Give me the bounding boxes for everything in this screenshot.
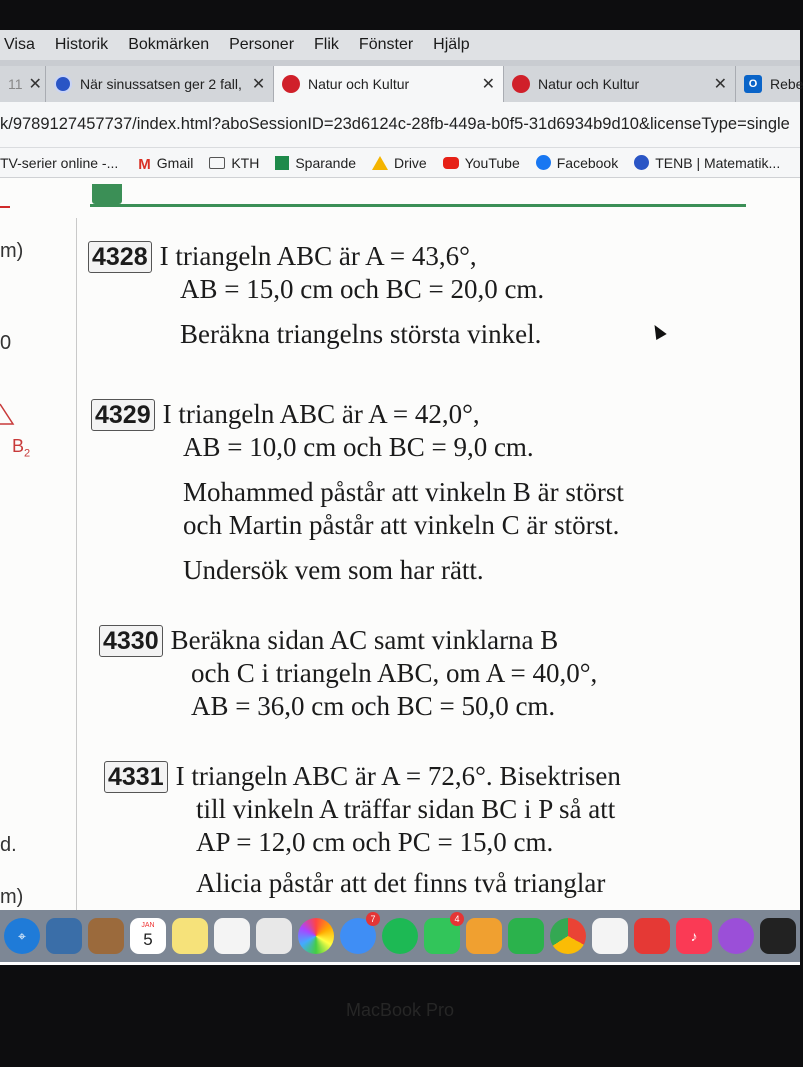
drive-icon (372, 156, 388, 170)
sparande-icon (275, 156, 289, 170)
problem-text: AB = 10,0 cm och BC = 9,0 cm. (183, 432, 534, 462)
preview-icon[interactable] (46, 918, 82, 954)
problem-text: AP = 12,0 cm och PC = 15,0 cm. (196, 827, 554, 857)
bookmark-drive[interactable] (372, 155, 427, 171)
calendar-day: 5 (143, 930, 153, 949)
problem-number: 4329 (91, 399, 155, 431)
tv-icon[interactable] (760, 918, 796, 954)
bookmark-youtube[interactable] (443, 155, 520, 171)
mouse-cursor-icon (649, 322, 666, 340)
spotify-icon[interactable] (382, 918, 418, 954)
problem-number: 4331 (104, 761, 168, 793)
gmail-icon: M (138, 155, 151, 173)
reminders-icon[interactable] (214, 918, 250, 954)
tab-title: Rebe (770, 76, 803, 92)
dock (0, 910, 800, 962)
podcasts-icon[interactable] (718, 918, 754, 954)
margin-text: m) (0, 240, 24, 262)
site-logo-icon (54, 75, 72, 93)
problem-number: 4328 (88, 241, 152, 273)
calendar-month: JAN (141, 922, 155, 929)
problem-question: Undersök vem som har rätt. (183, 555, 484, 585)
margin-text: 0 (0, 332, 12, 354)
notes-icon[interactable] (172, 918, 208, 954)
problem-text: AB = 36,0 cm och BC = 50,0 cm. (191, 691, 556, 721)
problem-text: och C i triangeln ABC, om A = 40,0°, (191, 658, 598, 688)
youtube-icon (443, 157, 459, 169)
close-icon[interactable]: ✕ (713, 76, 727, 93)
kth-icon (634, 155, 649, 170)
bookmark-sparande[interactable] (275, 155, 356, 171)
margin-text: m) (0, 886, 24, 908)
chrome-icon[interactable] (550, 918, 586, 954)
bookmarks-bar (0, 148, 800, 178)
red-marker (0, 206, 10, 208)
safari-icon[interactable]: ⌖ (4, 918, 40, 954)
notification-badge: 7 (366, 912, 380, 926)
messages-icon[interactable] (340, 914, 376, 954)
close-icon[interactable]: ✕ (251, 76, 266, 93)
keynote-icon[interactable] (592, 918, 628, 954)
url-text: k/9789127457737/index.html?aboSessionID=23d6124c-28fb-449a-b0f5-31d6934b9d10&licenseType=single (0, 115, 790, 133)
pages-icon[interactable] (466, 918, 502, 954)
problem-text: I triangeln ABC är A = 43,6°, (159, 241, 477, 271)
bookmark-gmail[interactable] (138, 155, 193, 171)
calendar-icon[interactable] (130, 918, 166, 954)
chapter-divider (90, 204, 746, 207)
problem-text: AB = 15,0 cm och BC = 20,0 cm. (180, 274, 545, 304)
natur-och-kultur-icon (282, 75, 300, 93)
problem-question: och Martin påstår att vinkeln C är störst. (183, 510, 620, 540)
bookmark-label: Drive (394, 154, 427, 171)
menu-flik[interactable]: Flik (314, 36, 339, 53)
problem-number: 4330 (99, 625, 163, 657)
margin-text: d. (0, 834, 17, 856)
book-page (0, 178, 800, 910)
problem-question: Mohammed påstår att vinkeln B är störst (183, 477, 624, 507)
bookmark-facebook[interactable] (536, 155, 618, 171)
problem-text: till vinkeln A träffar sidan BC i P så att (196, 794, 616, 824)
notification-badge: 4 (450, 912, 464, 926)
close-icon[interactable]: ✕ (28, 76, 42, 93)
tab-strip (0, 60, 803, 102)
margin-b: B (12, 436, 25, 456)
bookmark-label: YouTube (464, 154, 520, 171)
menu-bar (0, 30, 800, 60)
menu-bokmarken[interactable]: Bokmärken (128, 36, 210, 53)
bookmark-label: Facebook (556, 154, 619, 171)
close-icon[interactable]: ✕ (481, 76, 495, 93)
bookmark-label: TV-serier online -... (0, 154, 119, 171)
column-rule (76, 218, 77, 918)
problem-question: Beräkna triangelns största vinkel. (180, 319, 542, 349)
menu-historik[interactable]: Historik (54, 36, 109, 53)
tab-title: 11 (8, 76, 23, 92)
problem-text: I triangeln ABC är A = 42,0°, (162, 399, 480, 429)
menu-personer[interactable]: Personer (229, 36, 295, 53)
problem-text: Beräkna sidan AC samt vinklarna B (170, 625, 559, 655)
problem-4331 (104, 760, 621, 900)
tab-4[interactable] (736, 66, 803, 102)
photos-icon[interactable] (298, 918, 334, 954)
problem-4330 (99, 624, 597, 723)
contacts-icon[interactable] (88, 918, 124, 954)
bookmark-tenb[interactable] (634, 155, 780, 171)
triangle-corner-icon (0, 404, 14, 426)
tab-3[interactable] (504, 66, 736, 102)
problem-text: I triangeln ABC är A = 72,6°. Bisektrisen (175, 761, 621, 791)
facetime-icon[interactable] (424, 914, 460, 954)
tab-0[interactable] (0, 66, 46, 102)
chapter-tab (92, 184, 122, 204)
bookmark-label: Sparande (295, 154, 357, 171)
folder-icon (209, 157, 225, 169)
tab-title: Natur och Kultur (308, 76, 410, 92)
numbers-icon[interactable] (508, 918, 544, 954)
margin-label-b2 (12, 436, 30, 460)
facebook-icon (536, 155, 551, 170)
outlook-icon: O (744, 75, 762, 93)
address-bar[interactable] (0, 102, 800, 148)
menu-visa[interactable]: Visa (4, 36, 35, 53)
xmind-icon[interactable] (634, 918, 670, 954)
margin-b-sub: 2 (24, 447, 31, 460)
music-icon[interactable]: ♪ (676, 918, 712, 954)
natur-och-kultur-icon (512, 75, 530, 93)
bookmark-kth[interactable] (209, 155, 259, 171)
bookmark-tv-serier[interactable] (0, 155, 118, 171)
bezel-label: MacBook Pro (345, 1000, 455, 1020)
bookmark-label: KTH (231, 154, 260, 171)
script-icon[interactable] (256, 918, 292, 954)
menu-hjalp[interactable]: Hjälp (433, 36, 470, 53)
tab-title: Natur och Kultur (538, 76, 640, 92)
problem-4329 (91, 398, 624, 587)
bookmark-label: TENB | Matematik... (655, 154, 781, 171)
tab-1[interactable] (46, 66, 274, 102)
tab-2[interactable] (274, 66, 504, 102)
problem-question: Alicia påstår att det finns två trianglar (196, 868, 606, 898)
bookmark-label: Gmail (156, 154, 194, 171)
menu-fonster[interactable]: Fönster (358, 36, 414, 53)
problem-4328 (88, 240, 544, 351)
tab-title: När sinussatsen ger 2 fall, (80, 76, 242, 92)
